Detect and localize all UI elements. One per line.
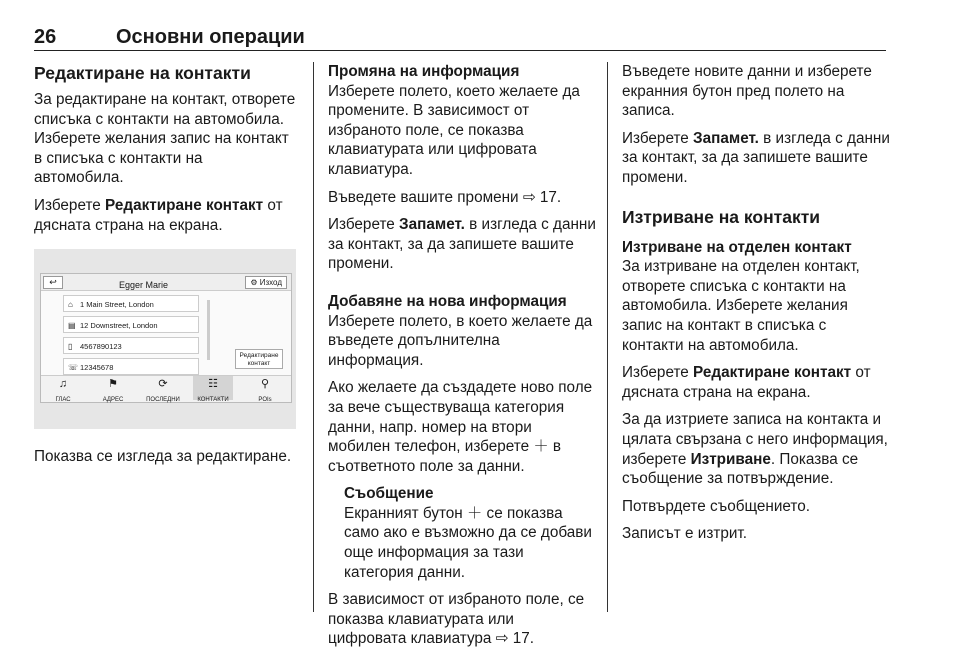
screen-header — [41, 274, 291, 291]
column-divider-2 — [607, 62, 608, 612]
page-number: 26 — [34, 26, 57, 48]
subsection-title-change: Промяна на информация — [328, 63, 520, 80]
tab-recent[interactable] — [143, 378, 183, 411]
gear-icon: ⚙ — [250, 278, 258, 288]
field-text: 12345678 — [80, 363, 114, 373]
contact-field-row[interactable] — [63, 295, 199, 312]
microphone-icon: ♫ — [58, 378, 68, 391]
paragraph: Потвърдете съобщението. — [622, 497, 811, 515]
subsection-title-add: Добавяне на нова информация — [328, 292, 567, 310]
contact-field-row[interactable] — [63, 316, 199, 333]
spacer — [622, 196, 890, 206]
paragraph: За изтриване на отделен контакт, отворете списъка с контакти на автомобила. Изберете желания запис на контакт в списъка с контакти на автомобила. — [622, 258, 860, 354]
field-text: 12 Downstreet, London — [80, 321, 158, 331]
paragraph — [622, 410, 890, 488]
exit-label: Изход — [259, 278, 282, 288]
column-divider-1 — [313, 62, 314, 612]
note-box — [328, 484, 596, 582]
contact-name: Egger Marie — [119, 280, 169, 291]
figure-caption: Показва се изгледа за редактиране. — [34, 448, 292, 466]
tab-address[interactable] — [93, 378, 133, 411]
column-1 — [34, 62, 296, 475]
edit-contact-screen — [40, 273, 292, 403]
paragraph: Изберете полето, което желаете да промените. В зависимост от избраното поле, се показва клавиатурата или цифровата клавиатура. — [328, 82, 580, 178]
contact-field-row[interactable] — [63, 337, 199, 354]
note-title: Съобщение — [344, 485, 434, 503]
page-header — [34, 22, 886, 52]
chapter-title: Основни операции — [116, 26, 305, 48]
bold-term: Редактиране контакт — [693, 364, 852, 382]
paragraph: Записът е изтрит. — [622, 525, 747, 543]
bold-term: Запамет. — [693, 129, 759, 147]
tab-bar — [41, 375, 291, 402]
edit-contact-button[interactable] — [235, 349, 283, 369]
flag-icon: ⚑ — [108, 378, 118, 391]
field-text: 1 Main Street, London — [80, 300, 154, 310]
phone-icon: ☏ — [68, 363, 79, 373]
text: За да изтриете записа на контакта и цялата свързана с него информация, изберете — [622, 411, 888, 468]
paragraph: Изберете полето, в което желаете да въведете допълнителна информация. — [328, 312, 593, 369]
column-3 — [622, 62, 890, 552]
header-rule — [34, 50, 886, 51]
exit-button[interactable] — [245, 276, 287, 289]
poi-icon: ⚲ — [260, 378, 270, 391]
section-title-edit: Редактиране на контакти — [34, 63, 251, 83]
subsection-title-delete-single: Изтриване на отделен контакт — [622, 238, 852, 256]
bold-term: Изтриване — [690, 450, 771, 468]
text: Изберете — [34, 196, 106, 214]
paragraph: Ако желаете да създадете ново поле за вече съществуваща категория данни, напр. номер на втори мобилен телефон, изберете ＋ в съответното поле за данни. — [328, 379, 593, 475]
tab-contacts[interactable] — [193, 376, 233, 404]
work-icon: ▤ — [68, 321, 76, 331]
tab-voice[interactable] — [43, 378, 83, 411]
text: Изберете — [622, 129, 694, 147]
paragraph: В зависимост от избраното поле, се показва клавиатурата или цифровата клавиатура ⇨ 17. — [328, 591, 585, 648]
paragraph — [34, 196, 296, 235]
section-title-delete: Изтриване на контакти — [622, 206, 821, 227]
contacts-icon: ☷ — [208, 378, 218, 391]
scrollbar[interactable] — [207, 300, 210, 360]
bold-term: Редактиране контакт — [105, 196, 264, 214]
note-body: Екранният бутон ＋ се показва само ако е възможно да се добави още информация за тази категория данни. — [344, 504, 592, 581]
home-icon: ⌂ — [68, 300, 73, 310]
text: в изгледа с данни за контакт, за да запишете вашите промени. — [622, 129, 890, 186]
screenshot-figure — [34, 249, 296, 429]
column-2 — [328, 62, 596, 657]
tab-label: ПОСЛЕДНИ — [146, 397, 180, 404]
text: в изгледа с данни за контакт, за да запишете вашите промени. — [328, 216, 596, 273]
paragraph — [622, 363, 890, 402]
paragraph: Въведете вашите промени ⇨ 17. — [328, 188, 562, 206]
edit-label-2: контакт — [247, 360, 271, 368]
phone-icon: ▯ — [68, 342, 73, 352]
tab-label: АДРЕС — [102, 397, 124, 404]
spacer — [328, 282, 596, 292]
text: от дясната страна на екрана. — [34, 196, 283, 234]
tab-label: КОНТАКТИ — [197, 397, 229, 404]
text: от дясната страна на екрана. — [622, 364, 871, 401]
edit-label-1: Редактиране — [239, 352, 279, 360]
bold-term: Запамет. — [399, 216, 465, 234]
paragraph: За редактиране на контакт, отворете списъка с контакти на автомобила. Изберете желания запис на контакт в списъка с контакти на автомобила. — [34, 91, 296, 187]
tab-label: POIs — [258, 397, 272, 404]
paragraph: Въведете новите данни и изберете екранния бутон пред полето на записа. — [622, 63, 872, 120]
contact-field-row[interactable] — [63, 358, 199, 375]
text: Изберете — [622, 364, 694, 382]
text: Изберете — [328, 216, 400, 234]
tab-label: ГЛАС — [55, 397, 71, 404]
paragraph — [622, 129, 890, 188]
tab-pois[interactable] — [245, 378, 285, 411]
field-text: 4567890123 — [80, 342, 122, 352]
text: . Показва се съобщение за потвърждение. — [622, 450, 859, 488]
back-arrow-icon[interactable]: ↩ — [43, 276, 63, 289]
recent-icon: ⟳ — [158, 378, 168, 391]
paragraph — [328, 215, 596, 274]
